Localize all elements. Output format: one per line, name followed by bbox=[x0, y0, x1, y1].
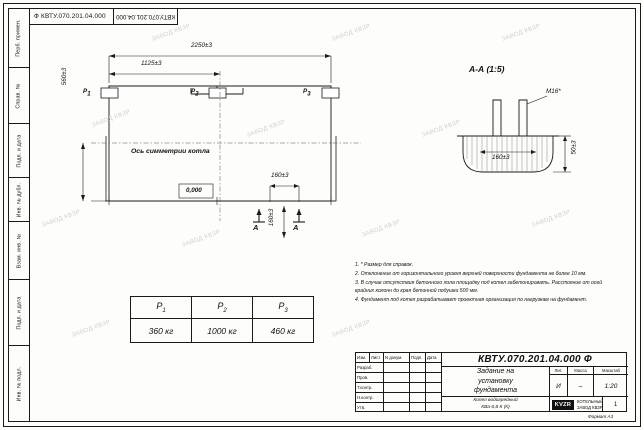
drawing-name-line: Задание на bbox=[476, 368, 515, 376]
watermark: ЗАВОД КВЗР bbox=[71, 319, 112, 339]
drawing-name-line: установку bbox=[478, 377, 513, 385]
load-value-p3: 460 кг bbox=[253, 319, 314, 343]
role-razrab: Разраб. bbox=[356, 363, 384, 372]
sheet-count bbox=[602, 397, 628, 412]
table-row bbox=[131, 319, 314, 343]
top-code-block bbox=[30, 8, 178, 25]
cell-empty bbox=[426, 383, 442, 392]
watermark: ЗАВОД КВЗР bbox=[531, 209, 572, 229]
cell-empty bbox=[410, 393, 426, 402]
notes-block bbox=[355, 262, 617, 307]
symmetry-axis-label: Ось симметрии котла bbox=[131, 148, 210, 155]
dim-overall-width-label: 2250±3 bbox=[191, 42, 212, 49]
logo-mark: KVZR bbox=[552, 400, 574, 410]
load-table bbox=[130, 296, 314, 343]
cell-empty bbox=[426, 393, 442, 402]
watermark: ЗАВОД КВЗР bbox=[151, 23, 192, 43]
cell-empty bbox=[410, 373, 426, 382]
watermark: ЗАВОД КВЗР bbox=[181, 229, 222, 249]
top-code-left-label: Ф КВТУ.070.201.04.000 bbox=[34, 12, 106, 20]
attr-lit-value: И bbox=[556, 382, 561, 390]
sheet-count-value: 1 bbox=[613, 401, 618, 408]
left-cell-label: Перб. примен. bbox=[16, 18, 22, 57]
left-cell-label: Инв. № дубл. bbox=[16, 182, 22, 217]
cell-empty bbox=[384, 383, 410, 392]
section-mark-left: А bbox=[253, 223, 259, 232]
support-label-p2: Р2 bbox=[191, 88, 199, 98]
role-nkontr: Н.контр. bbox=[356, 393, 384, 402]
attr-lit bbox=[550, 367, 568, 396]
cell-empty bbox=[426, 403, 442, 412]
section-height-label: 50±3 bbox=[570, 140, 578, 155]
attr-mass-value: – bbox=[578, 382, 583, 390]
watermark: ЗАВОД КВЗР bbox=[421, 119, 462, 139]
product-designation bbox=[442, 397, 550, 412]
attr-scale-value: 1:20 bbox=[604, 382, 618, 390]
load-header-p1: $Р_1$ bbox=[131, 297, 192, 319]
left-cell-0 bbox=[8, 8, 30, 68]
cell-empty bbox=[384, 403, 410, 412]
section-width-label: 160±3 bbox=[492, 154, 510, 161]
role-utv: Утв. bbox=[356, 403, 384, 412]
load-value-p1: 360 кг bbox=[131, 319, 192, 343]
support-label-p1: Р1 bbox=[83, 88, 91, 98]
left-cell-5 bbox=[8, 280, 30, 346]
bolt-label: М16* bbox=[546, 88, 561, 95]
cell-empty bbox=[410, 403, 426, 412]
cell-empty bbox=[410, 383, 426, 392]
revision-header-row bbox=[356, 353, 442, 363]
drawing-name bbox=[442, 367, 550, 397]
title-block-attributes bbox=[550, 367, 628, 397]
cell-empty bbox=[384, 393, 410, 402]
left-cell-1 bbox=[8, 68, 30, 124]
product-line: КВа-0,8 К (К) bbox=[481, 404, 510, 410]
drawing-name-line: фундамента bbox=[474, 387, 517, 395]
col-izm: Изм. bbox=[356, 353, 370, 362]
attr-lit-header: Лит. bbox=[550, 367, 567, 375]
cell-empty bbox=[410, 363, 426, 372]
col-data: Дата bbox=[427, 355, 437, 360]
watermark: ЗАВОД КВЗР bbox=[501, 23, 542, 43]
attr-scale bbox=[594, 367, 628, 396]
left-cell-label: Подп. и дата bbox=[16, 134, 22, 167]
watermark: ЗАВОД КВЗР bbox=[331, 23, 372, 43]
watermark: ЗАВОД КВЗР bbox=[246, 119, 287, 139]
revision-row-prov bbox=[356, 373, 442, 383]
cell-empty bbox=[426, 363, 442, 372]
format-label: Формат А3 bbox=[588, 414, 614, 419]
logo-text bbox=[577, 399, 603, 410]
left-cell-4 bbox=[8, 222, 30, 280]
revision-row-razrab bbox=[356, 363, 442, 373]
cell-empty bbox=[426, 373, 442, 382]
note-item: 4. Фундамент под котел разрабатывает проектная организация по нагрузкам на фундамент. bbox=[355, 297, 588, 304]
revision-row-tkontr bbox=[356, 383, 442, 393]
note-item: 3. В случае отсутствия бетонного пола площадку под котел забетонировать. Расстояние от осей крайних колонн до края бетонной подушки 500 мм. bbox=[355, 280, 603, 295]
watermark: ЗАВОД КВЗР bbox=[331, 319, 372, 339]
watermark: ЗАВОД КВЗР bbox=[361, 219, 402, 239]
title-block-revision-grid bbox=[356, 353, 442, 411]
left-stamp-column bbox=[8, 8, 30, 422]
left-cell-label: Инв. № подл. bbox=[16, 366, 22, 402]
drawing-code: КВТУ.070.201.04.000 Ф bbox=[442, 353, 628, 367]
role-prov: Пров. bbox=[356, 373, 384, 382]
load-value-p2: 1000 кг bbox=[192, 319, 253, 343]
watermark: ЗАВОД КВЗР bbox=[91, 109, 132, 129]
zero-level-label: 0,000 bbox=[186, 187, 202, 194]
left-cell-label: Справ. № bbox=[16, 82, 23, 109]
revision-row-utv bbox=[356, 403, 442, 412]
support-label-p3: Р3 bbox=[303, 88, 311, 98]
left-cell-label: Взам. инв. № bbox=[16, 233, 23, 268]
left-cell-2 bbox=[8, 124, 30, 178]
col-podp: Подп. bbox=[410, 353, 426, 362]
table-row bbox=[131, 297, 314, 319]
left-cell-6 bbox=[8, 346, 30, 422]
attr-mass-header: Масса bbox=[568, 367, 593, 375]
top-code-right-label: КВТУ.070.201.04.000 bbox=[116, 12, 175, 20]
logo-text-line: ЗАВОД КВЗР bbox=[577, 404, 603, 410]
top-code-right-cell bbox=[113, 8, 177, 24]
cell-empty bbox=[384, 363, 410, 372]
left-cell-label: Подп. и дата bbox=[16, 296, 22, 329]
note-item: 2. Отклонение от горизонтального уровня верхней поверхности фундамента не более 10 мм. bbox=[355, 271, 587, 278]
col-list: Лист bbox=[370, 353, 384, 362]
note-item: 1. * Размер для справок. bbox=[355, 262, 414, 268]
revision-row-nkontr bbox=[356, 393, 442, 403]
product-line: Копел водогрейный bbox=[473, 397, 518, 403]
section-title-label: А-А (1:5) bbox=[469, 64, 505, 74]
left-cell-3 bbox=[8, 178, 30, 222]
attr-mass bbox=[568, 367, 594, 396]
title-block bbox=[355, 352, 627, 412]
role-tkontr: Т.контр. bbox=[356, 383, 384, 392]
dim-left-height-label: 560±3 bbox=[61, 67, 69, 86]
load-header-p3: $Р_3$ bbox=[253, 297, 314, 319]
section-mark-right: А bbox=[293, 223, 299, 232]
cell-empty bbox=[384, 373, 410, 382]
dim-pad-offset-label: 160±3 bbox=[268, 208, 276, 227]
col-doc: N докум. bbox=[384, 353, 410, 362]
logo-text-line: КОТЕЛЬНЫЙ bbox=[577, 399, 604, 405]
attr-scale-header: Масштаб bbox=[594, 367, 628, 375]
dim-half-width-label: 1125±3 bbox=[141, 60, 162, 67]
load-header-p2: $Р_2$ bbox=[192, 297, 253, 319]
watermark: ЗАВОД КВЗР bbox=[41, 209, 82, 229]
dim-pad-width-label: 160±3 bbox=[271, 172, 289, 179]
